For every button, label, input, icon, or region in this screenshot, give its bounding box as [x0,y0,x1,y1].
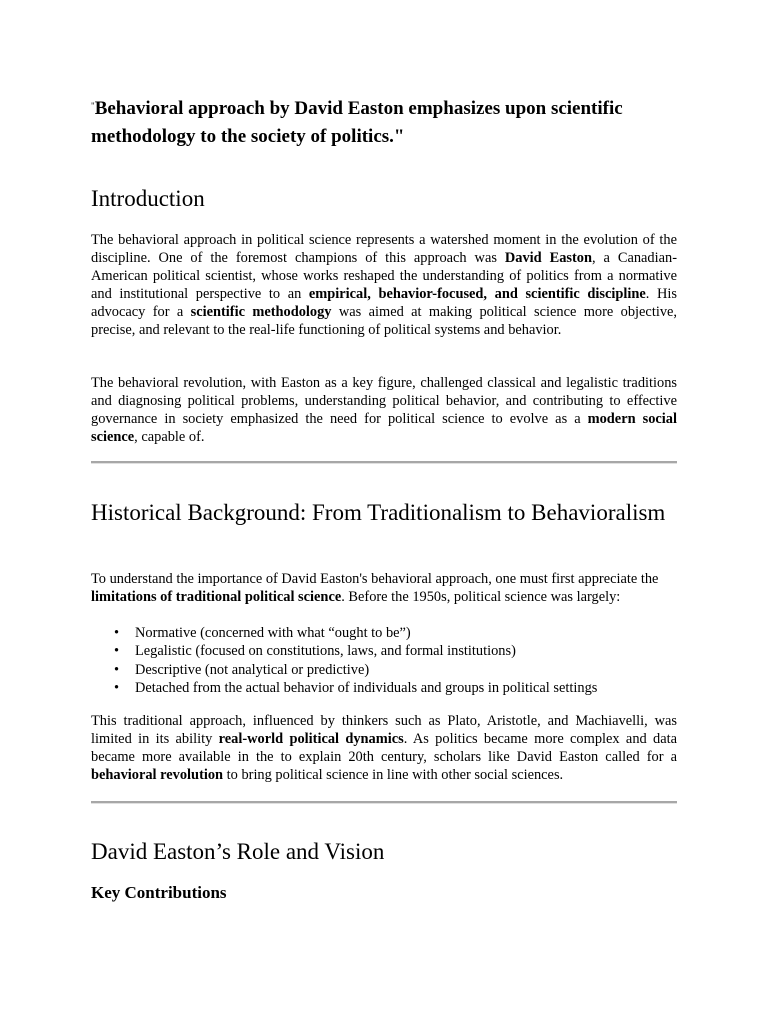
intro-p1-text-1: The behavioral approach in political science represents a watershed moment in the evolution of the discipline. One of the foremost champions of this approach was [91,232,677,266]
heading-historical-background: Historical Background: From Traditionalism to Behavioralism [91,500,666,525]
list-item [91,642,597,660]
quote-open-mark: " [91,101,95,111]
list-item-text: Detached from the actual behavior of individuals and groups in political settings [135,679,598,696]
intro-p2-text-1: The behavioral revolution, with Easton as a key figure, challenged classical and legalistic traditions and diagnosing political problems, understanding political behavior, and contributing to effective governance in society emphasized the need for political science to evolve as a [91,375,677,427]
hist-p2-text-1: This traditional approach, influenced by thinkers such as Plato, Aristotle, and Machiavelli, was limited in its ability [91,713,677,747]
section-divider-2 [91,801,677,804]
intro-p1-text-4: was aimed at making political science more objective, precise, and relevant to the real-life functioning of political systems and behavior. [91,304,677,338]
historical-paragraph-2 [91,712,677,784]
bullet-dot: • [114,661,120,678]
list-item-text: Descriptive (not analytical or predictive) [135,661,370,678]
hist-p2-text-3: to bring political science in line with other social sciences. [223,767,564,783]
hist-p2-text-2: . As politics became more complex and data became more available in the to explain 20th century, scholars like David Easton called for a [91,731,678,765]
section-divider-1 [91,461,677,464]
traditional-traits-list [91,624,597,697]
intro-p1-text-2: , a Canadian-American political scientist, whose works reshaped the understanding of politics from a normative and institutional perspective to an [91,250,677,302]
intro-p1-bold-david-easton: David Easton [504,250,592,266]
hist-p1-bold-limitations: limitations of traditional political science [91,589,342,605]
heading-introduction: Introduction [91,186,205,211]
bullet-dot: • [114,679,120,696]
hist-p2-bold-behavioral-revolution: behavioral revolution [91,767,224,783]
historical-paragraph-1 [91,570,677,606]
list-item-text: Legalistic (focused on constitutions, laws, and formal institutions) [135,643,516,660]
subheading-key-contributions: Key Contributions [91,883,227,902]
list-item [91,624,597,642]
intro-p2-text-2: , capable of. [134,429,205,445]
heading-easton-role: David Easton’s Role and Vision [91,839,385,864]
hist-p1-text-2: . Before the 1950s, political science was largely: [341,589,621,605]
hist-p1-text-1: To understand the importance of David Easton's behavioral approach, one must first appreciate the [91,571,659,587]
bullet-dot: • [114,643,120,660]
list-item [91,661,597,679]
intro-p1-bold-scientific-methodology: scientific methodology [190,304,332,320]
lead-quote [91,92,677,151]
intro-paragraph-1 [91,231,677,339]
quote-text: Behavioral approach by David Easton emphasizes upon scientific methodology to the society of politics." [91,98,623,147]
intro-paragraph-2 [91,374,677,446]
intro-p1-text-3: . His advocacy for a [91,286,677,320]
hist-p2-bold-real-world: real-world political dynamics [218,731,404,747]
intro-p1-bold-empirical: empirical, behavior-focused, and scientific discipline [308,286,646,302]
list-item-text: Normative (concerned with what “ought to be”) [135,625,411,641]
list-item [91,679,597,697]
bullet-dot: • [114,625,120,641]
intro-p2-bold-modern-social-science: modern social science [91,411,677,445]
